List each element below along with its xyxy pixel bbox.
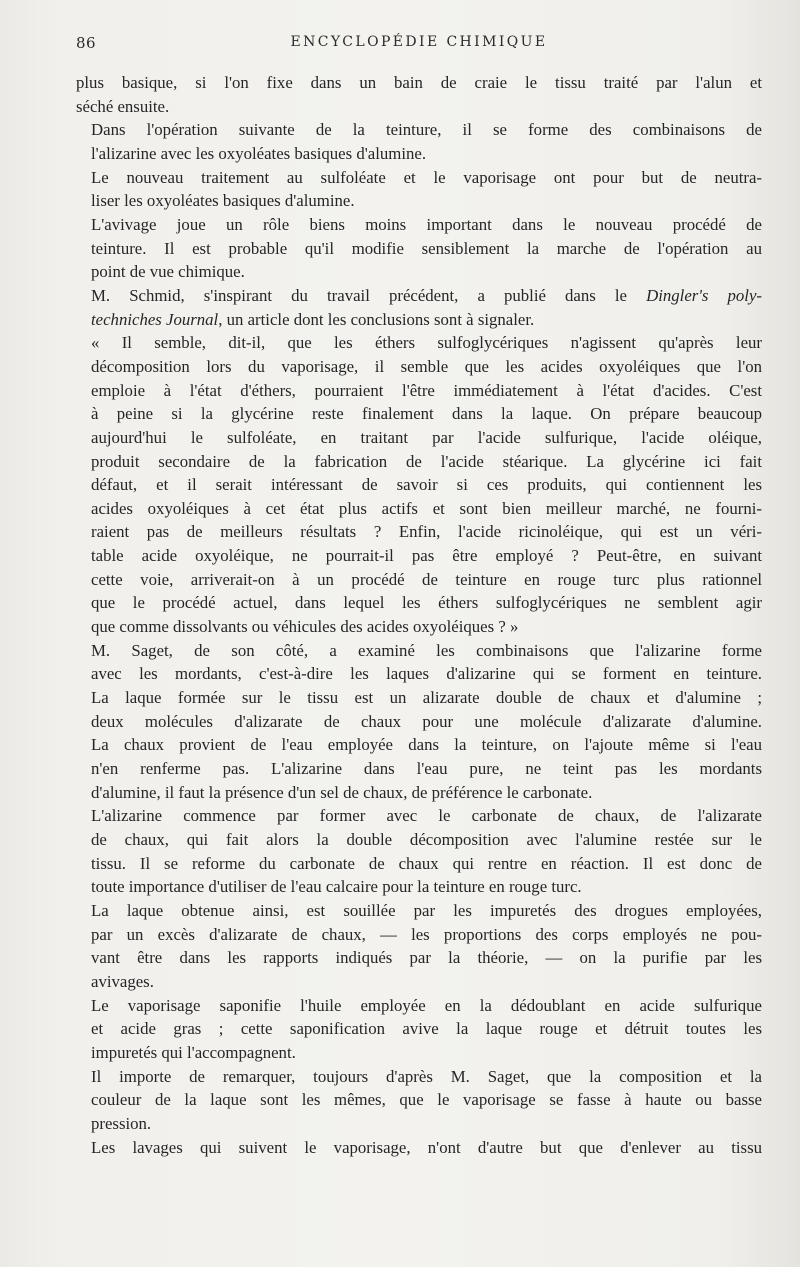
text-line: La laque formée sur le tissu est un alizarate double de chaux et d'alumine ; [91, 688, 762, 708]
text-line: produit secondaire de la fabrication de l'acide stéarique. La glycérine ici fait [91, 451, 762, 471]
text-line: de chaux, qui fait alors la double décomposition avec l'alumine restée sur le [91, 830, 762, 849]
journal-title: techniches Journal [91, 309, 219, 329]
text-segment: , un article dont les conclusions sont à signaler. [218, 309, 535, 329]
paragraph [76, 118, 762, 165]
text-line: et acide gras ; cette saponification avive la laque rouge et détruit toutes les [91, 1019, 762, 1039]
paragraph [76, 331, 762, 639]
page-header [76, 34, 762, 56]
body-text [76, 71, 762, 1159]
paragraph [76, 804, 762, 899]
text-line: d'alumine, il faut la présence d'un sel de chaux, de préférence le carbonate. [91, 782, 593, 802]
page-number: 86 [76, 34, 97, 52]
text-line: teinture. Il est probable qu'il modifie sensiblement la marche de l'opération au [91, 238, 762, 258]
text-segment: M. Schmid, s'inspirant du travail précédent, a publié dans le [91, 285, 628, 305]
text-line: vant être dans les rapports indiqués par la théorie, — on la purifie par les [91, 948, 762, 968]
text-line: couleur de la laque sont les mêmes, que le vaporisage se fasse à haute ou basse [91, 1090, 762, 1110]
text-line: M. Saget, de son côté, a examiné les combinaisons que l'alizarine forme [91, 640, 762, 660]
text-line: Le nouveau traitement au sulfoléate et le vaporisage ont pour but de neutra- [91, 167, 762, 187]
text-line: l'alizarine avec les oxyoléates basiques d'alumine. [91, 143, 427, 163]
paragraph [76, 1136, 762, 1160]
text-line: tissu. Il se reforme du carbonate de chaux qui rentre en réaction. Il est donc de [91, 853, 762, 873]
paragraph [76, 71, 762, 118]
paragraph [76, 994, 762, 1065]
text-line: séché ensuite. [76, 96, 170, 116]
text-line: acides oxyoléiques à cet état plus actifs et sont bien meilleur marché, ne fourni- [91, 498, 762, 518]
text-line: « Il semble, dit-il, que les éthers sulfoglycériques n'agissent qu'après leur [91, 333, 762, 353]
text-line: aujourd'hui le sulfoléate, en traitant par l'acide sulfurique, l'acide oléique, [91, 427, 762, 447]
paragraph [76, 166, 762, 213]
paragraph [76, 284, 762, 331]
text-line: défaut, et il serait intéressant de savoir si ces produits, qui contiennent les [91, 475, 762, 495]
text-line: impuretés qui l'accompagnent. [91, 1042, 296, 1062]
text-line: Les lavages qui suivent le vaporisage, n'ont d'autre but que d'enlever au tissu [91, 1137, 762, 1157]
text-line: toute importance d'utiliser de l'eau calcaire pour la teinture en rouge turc. [91, 877, 582, 897]
text-line: que comme dissolvants ou véhicules des acides oxyoléiques ? » [91, 617, 519, 637]
text-line [76, 308, 762, 332]
running-title: ENCYCLOPÉDIE CHIMIQUE [290, 34, 548, 50]
text-line: pression. [91, 1113, 152, 1133]
text-line: par un excès d'alizarate de chaux, — les proportions des corps employés ne pou- [91, 924, 762, 944]
text-line: n'en renferme pas. L'alizarine dans l'eau pure, ne teint pas les mordants [91, 759, 762, 779]
text-line: La chaux provient de l'eau employée dans la teinture, on l'ajoute même si l'eau [91, 735, 762, 755]
text-line: avivages. [91, 971, 154, 991]
text-line: emploie à l'état d'éthers, pourraient l'être immédiatement à l'état d'acides. C'est [91, 380, 762, 400]
text-line: deux molécules d'alizarate de chaux pour une molécule d'alizarate d'alumine. [91, 711, 762, 731]
text-line: cette voie, arriverait-on à un procédé de teinture en rouge turc plus rationnel [91, 569, 762, 589]
text-line: plus basique, si l'on fixe dans un bain de craie le tissu traité par l'alun et [76, 73, 762, 92]
text-line: point de vue chimique. [91, 262, 245, 282]
paragraph [76, 899, 762, 994]
text-line: à peine si la glycérine reste finalement dans la laque. On prépare beaucoup [91, 404, 762, 424]
text-line: Le vaporisage saponifie l'huile employée en la dédoublant en acide sulfurique [91, 995, 762, 1015]
text-line: La laque obtenue ainsi, est souillée par les impuretés des drogues employées, [91, 900, 762, 920]
text-line [76, 284, 762, 308]
text-line: raient pas de meilleurs résultats ? Enfin, l'acide ricinoléique, qui est un véri- [91, 522, 762, 542]
paragraph [76, 213, 762, 284]
text-line: que le procédé actuel, dans lequel les éthers sulfoglycériques ne semblent agir [91, 593, 762, 613]
text-line: L'alizarine commence par former avec le carbonate de chaux, de l'alizarate [91, 806, 762, 826]
paragraph [76, 1065, 762, 1136]
text-line: avec les mordants, c'est-à-dire les laques d'alizarine qui se forment en teinture. [91, 664, 762, 684]
text-line: Dans l'opération suivante de la teinture, il se forme des combinaisons de [91, 120, 762, 140]
journal-title: Dingler's poly- [646, 285, 763, 305]
text-line: table acide oxyoléique, ne pourrait-il pas être employé ? Peut-être, en suivant [91, 546, 762, 566]
text-line: liser les oxyoléates basiques d'alumine. [91, 191, 355, 211]
text-line: L'avivage joue un rôle biens moins important dans le nouveau procédé de [91, 214, 762, 234]
paragraph [76, 639, 762, 805]
text-line: décomposition lors du vaporisage, il semble que les acides oxyoléiques que l'on [91, 356, 762, 376]
text-line: Il importe de remarquer, toujours d'après M. Saget, que la composition et la [91, 1066, 762, 1086]
